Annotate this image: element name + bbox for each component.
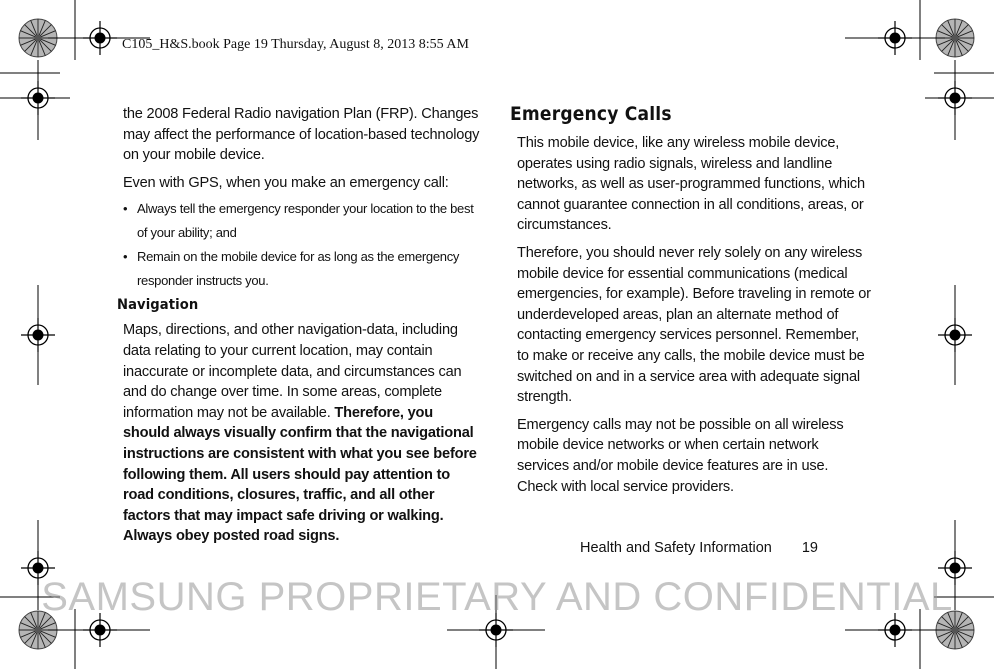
registration-mark-top-2 [878, 21, 912, 55]
list-item: • Remain on the mobile device for as long as the emergency responder instructs you. [123, 245, 482, 292]
registration-mark-top-1 [83, 21, 117, 55]
gps-emergency-intro: Even with GPS, when you make an emergency call: [123, 174, 449, 191]
print-header: C105_H&S.book Page 19 Thursday, August 8, 2013 8:55 AM [122, 37, 469, 52]
page-number: 19 [801, 540, 818, 556]
navigation-paragraph [110, 320, 482, 547]
registration-mark-left-upper [21, 81, 55, 115]
list-item: • Always tell the emergency responder your location to the best of your ability; and [123, 197, 482, 244]
registration-mark-left-mid [21, 318, 55, 352]
left-column [110, 104, 482, 547]
emergency-paragraph-3: Emergency calls may not be possible on all wireless mobile device networks or when certain network services and/or mobile device features are in use. Check with local service providers. [517, 416, 844, 495]
emergency-paragraph-2: Therefore, you should never rely solely on any wireless mobile device for essential communications (medical emergencies, for example). Before traveling in remote or underdeveloped areas, plan an alternate method of contacting emergency services personnel. Remember, to make or receive any calls, the mobile device must be switched on and in a service area with adequate signal strength. [517, 244, 871, 406]
bullet-icon: • [123, 201, 128, 217]
navigation-paragraph-text: Maps, directions, and other navigation-data, including data relating to your current location, may contain inaccurate or incomplete data, and circumstances can and do change over time. In some areas, complete information may not be available. [123, 322, 462, 421]
navigation-heading: Navigation [117, 296, 199, 314]
section-title: Emergency Calls [510, 103, 672, 125]
emergency-paragraph-1: This mobile device, like any wireless mobile device, operates using radio signals, wireless and landline networks, as well as user-programmed functions, which cannot guarantee connection in all conditions, areas, or circumstances. [517, 135, 865, 234]
emergency-bullet-list [123, 197, 482, 292]
navigation-warning: Therefore, you should always visually confirm that the navigational instructions are consistent with what you see before following them. All users should pay attention to road conditions, closures, traffic, and all other factors that may impact safe driving or walking. Always obey posted road signs. [123, 404, 477, 545]
bullet-icon: • [123, 249, 128, 265]
footer-section-name: Health and Safety Information [580, 540, 772, 556]
registration-mark-right-mid [938, 318, 972, 352]
right-column [510, 104, 872, 497]
confidential-watermark: SAMSUNG PROPRIETARY AND CONFIDENTIAL [41, 575, 953, 619]
frp-paragraph: the 2008 Federal Radio navigation Plan (FRP). Changes may affect the performance of location-based technology on your mobile device. [123, 106, 480, 164]
registration-mark-right-upper [938, 81, 972, 115]
page-footer [580, 540, 818, 556]
